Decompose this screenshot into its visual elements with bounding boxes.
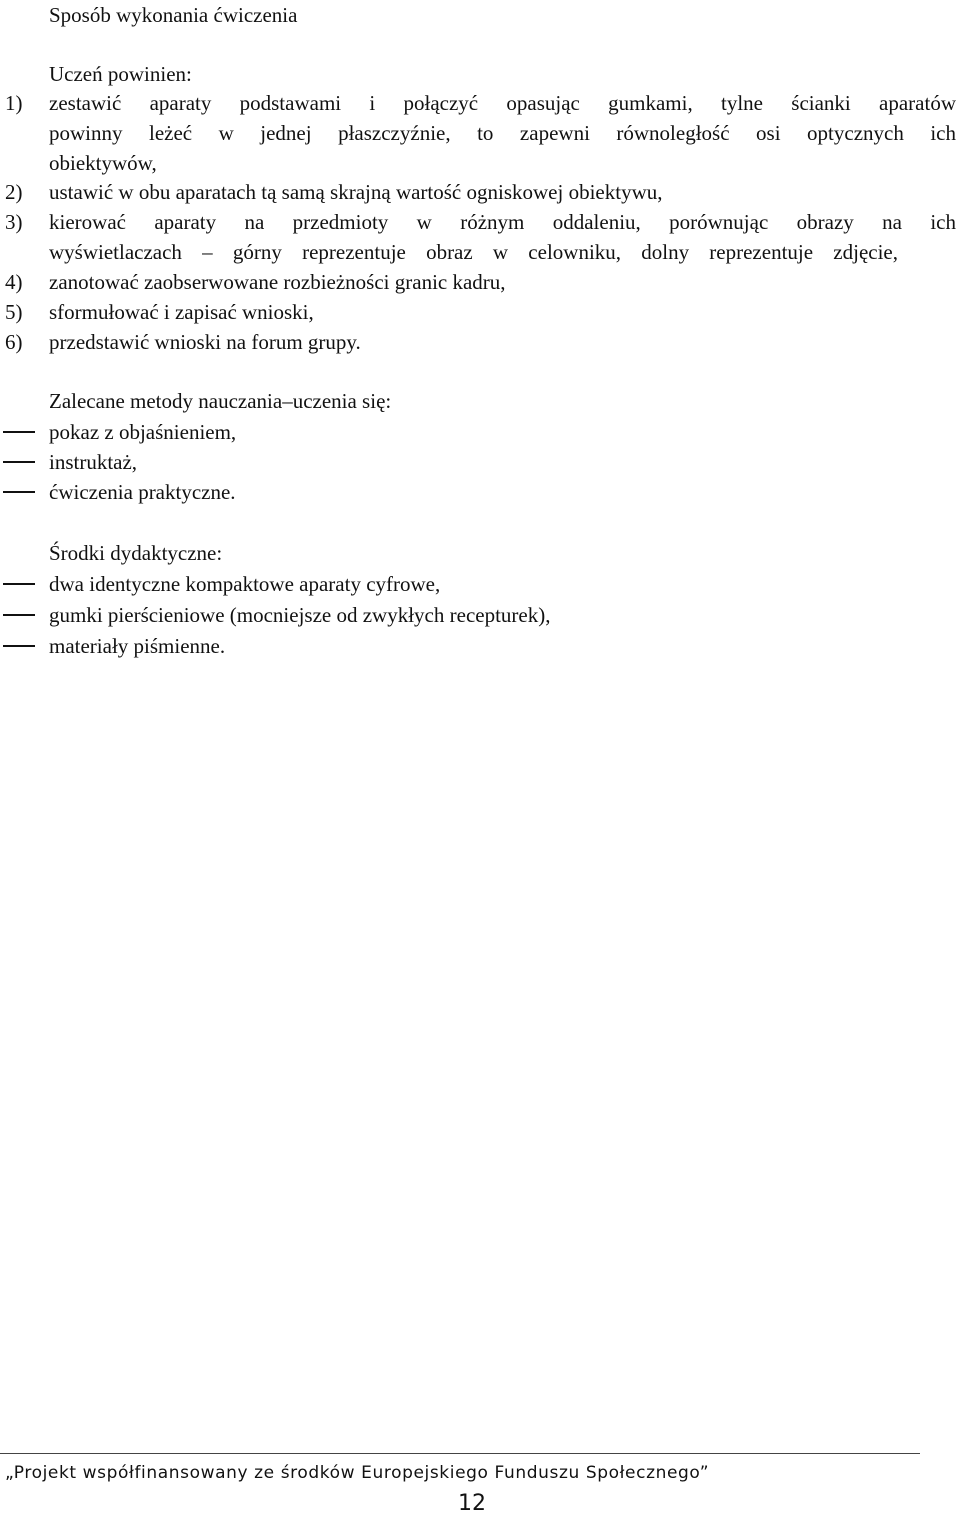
dash-bullet — [3, 431, 35, 433]
page-number: 12 — [458, 1491, 486, 1516]
step-number: 5) — [5, 300, 23, 324]
step-number: 3) — [5, 210, 23, 234]
step-text-line: powinny leżeć w jednej płaszczyźnie, to zapewni równoległość osi optycznych ich — [49, 121, 956, 145]
dash-bullet — [3, 461, 35, 463]
aids-item: dwa identyczne kompaktowe aparaty cyfrowe, — [49, 572, 441, 596]
methods-heading: Zalecane metody nauczania–uczenia się: — [49, 389, 392, 413]
aids-item: gumki pierścieniowe (mocniejsze od zwykłych recepturek), — [49, 603, 551, 627]
step-text-line: ustawić w obu aparatach tą samą skrajną wartość ogniskowej obiektywu, — [49, 180, 663, 204]
step-text-line: zestawić aparaty podstawami i połączyć opasując gumkami, tylne ścianki aparatów — [49, 91, 956, 115]
dash-bullet — [3, 583, 35, 585]
footer-rule — [0, 1453, 920, 1454]
step-number: 4) — [5, 270, 23, 294]
methods-item: pokaz z objaśnieniem, — [49, 420, 237, 444]
footer-text: „Projekt współfinansowany ze środków Europejskiego Funduszu Społecznego” — [5, 1463, 710, 1483]
methods-item: instruktaż, — [49, 450, 138, 474]
methods-item: ćwiczenia praktyczne. — [49, 480, 236, 504]
step-text-line: kierować aparaty na przedmioty w różnym oddaleniu, porównując obrazy na ich — [49, 210, 956, 234]
step-number: 1) — [5, 91, 23, 115]
step-text-line: sformułować i zapisać wnioski, — [49, 300, 314, 324]
step-text-line: wyświetlaczach – górny reprezentuje obraz w celowniku, dolny reprezentuje zdjęcie, — [49, 240, 898, 264]
dash-bullet — [3, 614, 35, 616]
step-number: 6) — [5, 330, 23, 354]
step-text-line: zanotować zaobserwowane rozbieżności granic kadru, — [49, 270, 506, 294]
dash-bullet — [3, 491, 35, 493]
intro-text: Uczeń powinien: — [49, 62, 192, 86]
dash-bullet — [3, 645, 35, 647]
aids-heading: Środki dydaktyczne: — [49, 541, 223, 565]
step-number: 2) — [5, 180, 23, 204]
page-heading: Sposób wykonania ćwiczenia — [49, 3, 298, 27]
step-text-line: przedstawić wnioski na forum grupy. — [49, 330, 361, 354]
aids-item: materiały piśmienne. — [49, 634, 226, 658]
step-text-line: obiektywów, — [49, 151, 157, 175]
